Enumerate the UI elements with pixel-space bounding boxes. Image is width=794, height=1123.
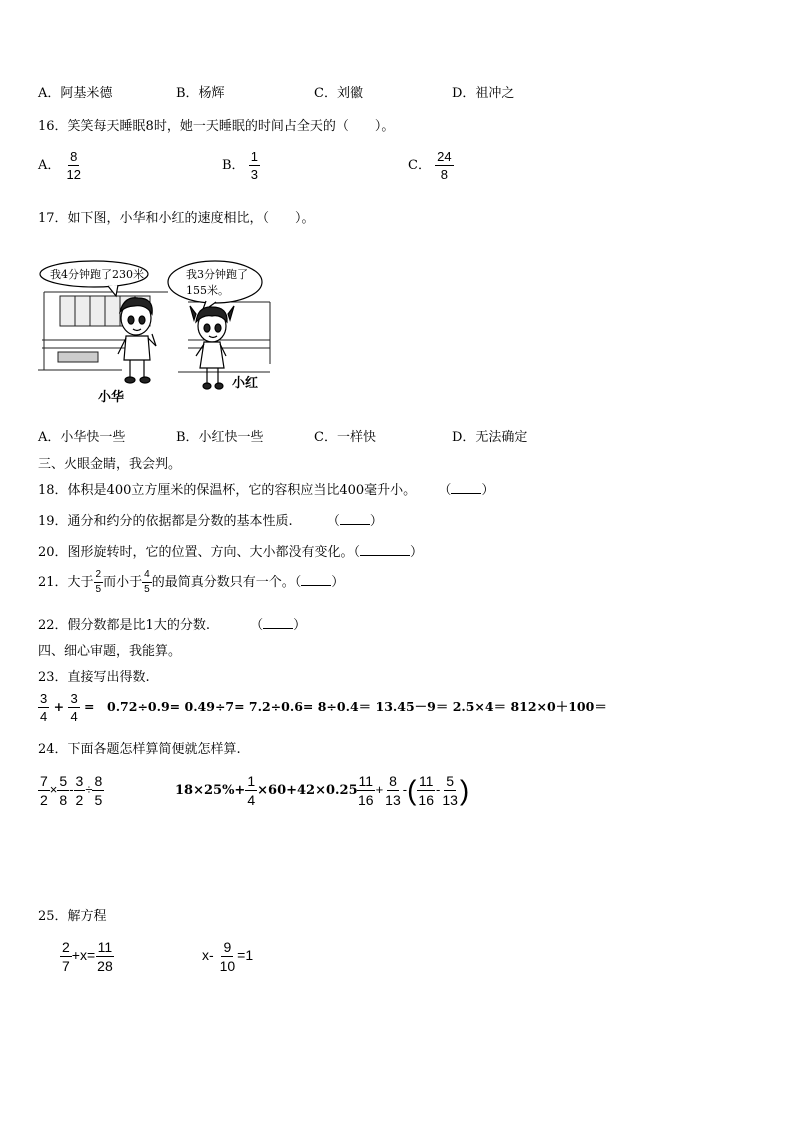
q17-option-d: D．无法确定 [452, 430, 528, 445]
fraction: $\frac{1}{3}$ [250, 149, 258, 182]
q23-expressions: $\frac{3}{4}$ + $\frac{3}{4}$ = 0.72÷0.9= 0.49÷7= 7.2÷0.6= 8÷0.4＝ 13.45－9＝ 2.5×4＝ 812×0＋100＝ [40, 691, 607, 724]
answer-blank[interactable] [340, 524, 370, 525]
q25-equation-2: x- $\frac{9}{10}$ =1 [202, 939, 254, 974]
q15-option-b: B．杨辉 [176, 86, 225, 101]
q23-stem: 23．直接写出得数. [38, 670, 150, 685]
q18: 18．体积是400立方厘米的保温杯，它的容积应当比400毫升小。 （ ） [38, 483, 495, 498]
fraction: $\frac{3}{4}$ [40, 691, 48, 724]
q15-option-c: C．刘徽 [314, 86, 363, 101]
answer-blank[interactable] [263, 628, 293, 629]
q17-stem: 17．如下图，小华和小红的速度相比，（ ）。 [38, 211, 315, 226]
q20: 20．图形旋转时，它的位置、方向、大小都没有变化。（ ） [38, 545, 424, 560]
q24-expression-1: $\frac{7}{2}$ × $\frac{5}{8}$ - $\frac{3}{2}$ ÷ $\frac{8}{5}$ [40, 773, 103, 808]
fraction: $\frac{3}{4}$ [70, 691, 78, 724]
q16-option-b: B． $\frac{1}{3}$ [222, 149, 258, 182]
fraction: $\frac{4}{5}$ [144, 569, 150, 595]
fraction: $\frac{2}{5}$ [95, 569, 102, 595]
q17-option-c: C．一样快 [314, 430, 376, 445]
answer-blank[interactable] [360, 555, 410, 556]
fraction: $\frac{8}{12}$ [66, 149, 81, 182]
q22: 22．假分数都是比1大的分数. （ ） [38, 618, 307, 633]
bubble-right-line1: 我3分钟跑了 [186, 268, 248, 281]
q25-stem: 25．解方程 [38, 909, 107, 924]
q15-option-a: A．阿基米德 [38, 86, 113, 101]
bubble-left-text: 我4分钟跑了230米 [50, 268, 144, 281]
q19: 19．通分和约分的依据都是分数的基本性质. （ ） [38, 514, 383, 529]
name-xiaohong: 小红 [232, 376, 259, 391]
fraction: $\frac{24}{8}$ [437, 149, 452, 182]
q17-option-a: A．小华快一些 [38, 430, 126, 445]
name-xiaohua: 小华 [98, 390, 125, 405]
q24-expression-3: $\frac{11}{16}$ + $\frac{8}{13}$ -( $\frac{11}{16}$ - $\frac{5}{13}$ ) [358, 773, 470, 808]
q15-option-d: D．祖冲之 [452, 86, 515, 101]
section4-heading: 四、细心审题，我能算。 [38, 644, 182, 659]
q16-option-a: A． $\frac{8}{12}$ [38, 149, 81, 182]
q25-equation-1: $\frac{2}{7}$ +x= $\frac{11}{28}$ [62, 939, 113, 974]
q24-stem: 24．下面各题怎样算简便就怎样算. [38, 742, 241, 757]
section3-heading: 三、火眼金睛，我会判。 [38, 457, 182, 472]
answer-blank[interactable] [301, 585, 331, 586]
bubble-right-line2: 155米。 [186, 284, 229, 297]
q16-option-c: C． $\frac{24}{8}$ [408, 149, 452, 182]
q21: 21．大于 $\frac{2}{5}$ 而小于 $\frac{4}{5}$ 的最简真分数只有一个。（ ） [38, 569, 345, 595]
q17-illustration [38, 252, 278, 404]
answer-blank[interactable] [451, 493, 481, 494]
q16-stem: 16．笑笑每天睡眠8时，她一天睡眠的时间占全天的（ ）。 [38, 119, 395, 134]
q24-expression-2: 18×25%+ $\frac{1}{4}$ ×60+42×0.25 [175, 773, 358, 808]
q17-option-b: B．小红快一些 [176, 430, 264, 445]
